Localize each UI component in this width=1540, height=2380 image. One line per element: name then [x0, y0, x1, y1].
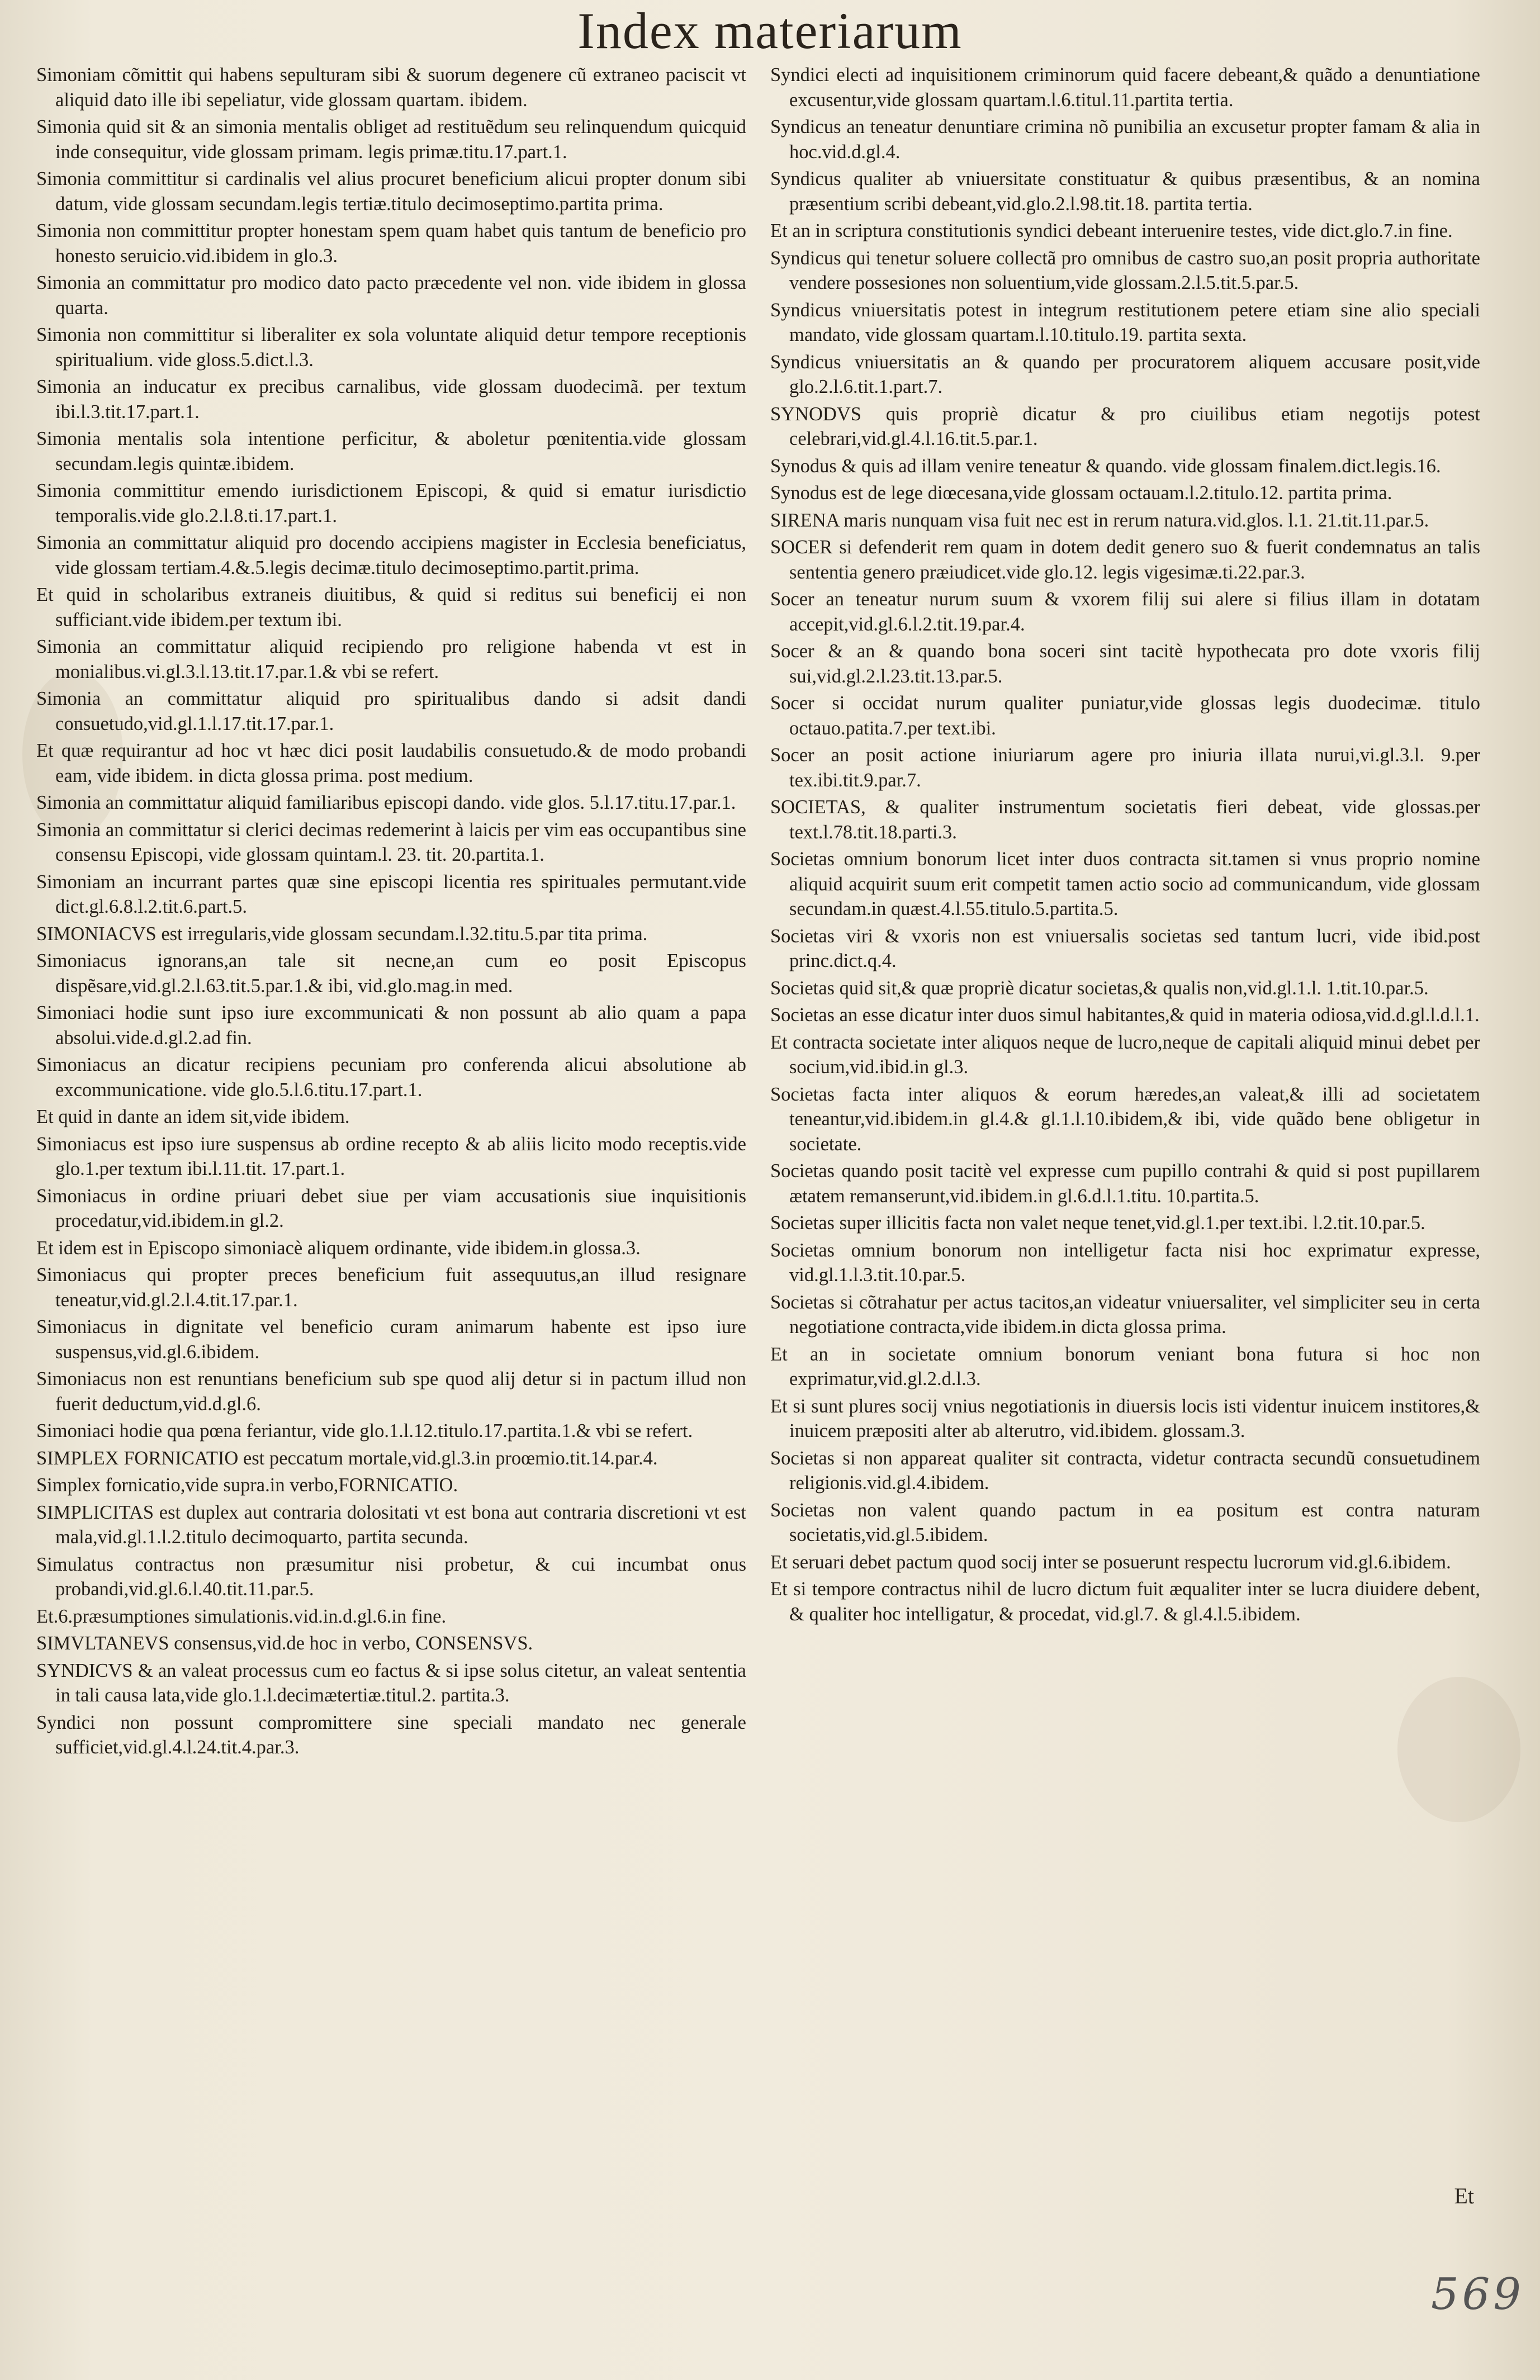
index-entry: Et contracta societate inter aliquos neque de lucro,neque de capitali aliquid minui debet per socium,vid.ibid.in gl.3. [770, 1031, 1480, 1078]
index-entry: Syndicus vniuersitatis potest in integrum restitutionem petere etiam sine alio speciali mandato, vide glossam quartam.l.10.titulo.19. partita sexta. [770, 299, 1480, 345]
index-entry: Simonia quid sit & an simonia mentalis obliget ad restituẽdum seu relinquendum quicquid inde consequitur, vide glossam primam. legis primæ.titu.17.part.1. [36, 116, 746, 163]
index-entry: Simonia committitur si cardinalis vel alius procuret beneficium alicui propter donum sibi datum, vide glossam secundam.legis tertiæ.titulo decimoseptimo.partita prima. [36, 168, 746, 215]
index-entry: Et seruari debet pactum quod socij inter se posuerunt respectu lucrorum vid.gl.6.ibidem. [770, 1551, 1451, 1573]
index-entry: Societas non valent quando pactum in ea positum est contra naturam societatis,vid.gl.5.ibidem. [770, 1499, 1480, 1545]
index-entry: Societas viri & vxoris non est vniuersalis societas sed tantum lucri, vide ibid.post princ.dict.q.4. [770, 925, 1480, 971]
index-entry: Simoniaci hodie qua pœna feriantur, vide glo.1.l.12.titulo.17.partita.1.& vbi se refert. [36, 1420, 693, 1442]
index-entry: Societas facta inter aliquos & eorum hæredes,an valeat,& illi ad societatem teneantur,vid.ibidem.in gl.4.& gl.1.l.10.ibidem,& ibi, vide quãdo bene obligetur in societate. [770, 1083, 1480, 1155]
index-entry: Simonia an committatur pro modico dato pacto præcedente vel non. vide ibidem in glossa quarta. [36, 272, 746, 319]
index-entry: SYNODVS quis propriè dicatur & pro ciuilibus etiam negotijs potest celebrari,vid.gl.4.l.16.tit.5.par.1. [770, 403, 1480, 449]
index-entry: Simoniacus non est renuntians beneficium sub spe quod alij detur si in pactum illud non fuerit deductum,vid.d.gl.6. [36, 1368, 746, 1415]
index-entry: Simonia an committatur si clerici decimas redemerint à laicis per vim eas occupantibus sine consensu Episcopi, vide glossam quintam.l. 23. tit. 20.partita.1. [36, 819, 746, 865]
index-entry: Et quid in dante an idem sit,vide ibidem. [36, 1106, 350, 1127]
index-entry: Syndici electi ad inquisitionem criminorum quid facere debeant,& quãdo a denuntiatione excusentur,vide glossam quartam.l.6.titul.11.partita tertia. [770, 64, 1480, 111]
index-entry: Simoniacus in dignitate vel beneficio curam animarum habente est ipso iure suspensus,vid.gl.6.ibidem. [36, 1316, 746, 1363]
index-entry: Socer si occidat nurum qualiter puniatur,vide glossas legis duodecimæ. titulo octauo.patita.7.per text.ibi. [770, 693, 1480, 739]
index-entry: Societas si cõtrahatur per actus tacitos,an videatur vniuersaliter, vel simpliciter seu in certa negotiatione contracta,vide ibidem.in dicta glossa prima. [770, 1291, 1480, 1338]
index-entry: Societas quando posit tacitè vel expresse cum pupillo contrahi & quid si post pupillarem ætatem remanserunt,vid.ibidem.in gl.6.d.l.1.titu. 10.partita.5. [770, 1160, 1480, 1207]
index-entry: Simonia non committitur propter honestam spem quam habet quis tantum de beneficio pro honesto seruicio.vid.ibidem in glo.3. [36, 220, 746, 267]
index-entry: SIMPLICITAS est duplex aut contraria dolositati vt est bona aut contraria discretioni vt est mala,vid.gl.1.l.2.titulo decimoquarto, partita secunda. [36, 1501, 746, 1548]
index-entry: Et quæ requirantur ad hoc vt hæc dici posit laudabilis consuetudo.& de modo probandi eam, vide ibidem. in dicta glossa prima. post medium. [36, 740, 746, 786]
index-entry: Et idem est in Episcopo simoniacè aliquem ordinante, vide ibidem.in glossa.3. [36, 1237, 641, 1259]
index-entry: Socer & an & quando bona soceri sint tacitè hypothecata pro dote vxoris filij sui,vid.gl.2.l.23.tit.13.par.5. [770, 641, 1480, 687]
index-entry: Societas omnium bonorum licet inter duos contracta sit.tamen si vnus proprio nomine aliquid acquirit suum erit competit tamen actio socio ad communicandum, vide glossam secundam.in quæst.4.l.55.titulo.5.partita.5. [770, 848, 1480, 919]
index-entry: Et si tempore contractus nihil de lucro dictum fuit æqualiter inter se lucra diuidere debent, & qualiter hoc intelligatur, & procedat, vid.gl.7. & gl.4.l.5.ibidem. [770, 1578, 1480, 1625]
folio-number: 569 [1431, 2269, 1524, 2320]
index-entry: Simoniacus in ordine priuari debet siue per viam accusationis siue inquisitionis procedatur,vid.ibidem.in gl.2. [36, 1185, 746, 1231]
index-column-left [36, 63, 746, 1762]
index-entry: Societas omnium bonorum non intelligetur facta nisi hoc exprimatur expresse, vid.gl.1.l.3.tit.10.par.5. [770, 1239, 1480, 1286]
index-entry: Synodus & quis ad illam venire teneatur & quando. vide glossam finalem.dict.legis.16. [770, 455, 1441, 477]
index-entry: SIRENA maris nunquam visa fuit nec est in rerum natura.vid.glos. l.1. 21.tit.11.par.5. [770, 509, 1429, 531]
index-entry: Et an in scriptura constitutionis syndici debeant interuenire testes, vide dict.glo.7.in fine. [770, 220, 1453, 241]
index-entry: Societas quid sit,& quæ propriè dicatur societas,& qualis non,vid.gl.1.l. 1.tit.10.par.5. [770, 977, 1429, 999]
index-entry: Simplex fornicatio,vide supra.in verbo,FORNICATIO. [36, 1475, 458, 1496]
index-column-right [770, 63, 1480, 1629]
index-entry: Simonia an committatur aliquid recipiendo pro religione habenda vt est in monialibus.vi.gl.3.l.13.tit.17.par.1.& vbi se refert. [36, 636, 746, 682]
index-entry: Simoniacus ignorans,an tale sit necne,an cum eo posit Episcopus dispẽsare,vid.gl.2.l.63.tit.5.par.1.& ibi, vid.glo.mag.in med. [36, 950, 746, 997]
index-entry: Simonia committitur emendo iurisdictionem Episcopi, & quid si ematur iurisdictio temporalis.vide glo.2.l.8.ti.17.part.1. [36, 480, 746, 527]
paper-stain [1397, 1677, 1520, 1822]
index-entry: Et quid in scholaribus extraneis diuitibus, & quid si reditus sui beneficij ei non sufficiant.vide ibidem.per textum ibi. [36, 584, 746, 630]
index-entry: Simonia an committatur aliquid pro docendo accipiens magister in Ecclesia beneficiatus, vide glossam tertiam.4.&.5.legis decimæ.titulo decimoseptimo.partit.prima. [36, 532, 746, 579]
index-entry: Simoniacus an dicatur recipiens pecuniam pro conferenda alicui absolutione ab excommunicatione. vide glo.5.l.6.titu.17.part.1. [36, 1054, 746, 1101]
index-entry: SYNDICVS & an valeat processus cum eo factus & si ipse solus citetur, an valeat sententia in tali causa lata,vide glo.1.l.decimætertiæ.titul.2. partita.3. [36, 1660, 746, 1706]
index-entry: Syndicus qui tenetur soluere collectã pro omnibus de castro suo,an posit propria authoritate vendere possesiones non soluentium,vide glossam.2.l.5.tit.5.par.5. [770, 247, 1480, 293]
index-entry: Societas super illicitis facta non valet neque tenet,vid.gl.1.per text.ibi. l.2.tit.10.par.5. [770, 1212, 1425, 1234]
index-entry: Synodus est de lege diœcesana,vide glossam octauam.l.2.titulo.12. partita prima. [770, 482, 1392, 504]
index-entry: SIMPLEX FORNICATIO est peccatum mortale,vid.gl.3.in proœmio.tit.14.par.4. [36, 1447, 658, 1469]
index-entry: Societas an esse dicatur inter duos simul habitantes,& quid in materia odiosa,vid.d.gl.l.d.l.1. [770, 1004, 1480, 1026]
index-entry: Simulatus contractus non præsumitur nisi probetur, & cui incumbat onus probandi,vid.gl.6.l.40.tit.11.par.5. [36, 1553, 746, 1600]
index-entry: Simoniaci hodie sunt ipso iure excommunicati & non possunt ab alio quam a papa absolui.vide.d.gl.2.ad fin. [36, 1002, 746, 1049]
index-entry: Socer an posit actione iniuriarum agere pro iniuria illata nurui,vi.gl.3.l. 9.per tex.ibi.tit.9.par.7. [770, 745, 1480, 791]
index-entry: SOCER si defenderit rem quam in dotem dedit genero suo & fuerit condemnatus an talis sententia genero præiudicet.vide glo.12. legis vigesimæ.ti.22.par.3. [770, 537, 1480, 583]
index-entry: Simonia mentalis sola intentione perficitur, & aboletur pœnitentia.vide glossam secundam.legis quintæ.ibidem. [36, 428, 746, 475]
index-entry: Simoniacus est ipso iure suspensus ab ordine recepto & ab aliis licito modo receptis.vide glo.1.per textum ibi.l.11.tit. 17.part.1. [36, 1133, 746, 1179]
index-entry: Syndicus qualiter ab vniuersitate constituatur & quibus præsentibus, & an nomina præsentium scribi debeant,vid.glo.2.l.98.tit.18. partita tertia. [770, 168, 1480, 215]
index-entry: Societas si non appareat qualiter sit contracta, videtur contracta secundũ consuetudinem religionis.vid.gl.4.ibidem. [770, 1447, 1480, 1494]
index-entry: Syndicus an teneatur denuntiare crimina nõ punibilia an excusetur propter famam & alia in hoc.vid.d.gl.4. [770, 116, 1480, 163]
page-title: Index materiarum [577, 2, 963, 59]
index-entry: SOCIETAS, & qualiter instrumentum societatis fieri debeat, vide glossas.per text.l.78.tit.18.parti.3. [770, 797, 1480, 843]
catchword: Et [1454, 2183, 1474, 2208]
index-entry: SIMVLTANEVS consensus,vid.de hoc in verbo, CONSENSVS. [36, 1633, 533, 1654]
index-entry: Simoniacus qui propter preces beneficium fuit assequutus,an illud resignare teneatur,vid.gl.2.l.4.tit.17.par.1. [36, 1264, 746, 1311]
index-entry: Syndici non possunt compromittere sine speciali mandato nec generale sufficiet,vid.gl.4.l.24.tit.4.par.3. [36, 1711, 746, 1758]
index-entry: Socer an teneatur nurum suum & vxorem filij sui alere si filius illam in dotatam accepit,vid.gl.6.l.2.tit.19.par.4. [770, 589, 1480, 635]
index-entry: Et si sunt plures socij vnius negotiationis in diuersis locis isti videntur inuicem institores,& inuicem præpositi alter ab alterutro, vid.ibidem. glossam.3. [770, 1395, 1480, 1442]
index-entry: Et.6.præsumptiones simulationis.vid.in.d.gl.6.in fine. [36, 1605, 447, 1627]
index-entry: Simoniam an incurrant partes quæ sine episcopi licentia res spirituales permutant.vide dict.gl.6.8.l.2.tit.6.part.5. [36, 871, 746, 917]
index-entry: Syndicus vniuersitatis an & quando per procuratorem aliquem accusare posit,vide glo.2.l.6.tit.1.part.7. [770, 351, 1480, 397]
index-entry: Simonia non committitur si liberaliter ex sola voluntate aliquid detur tempore receptionis spiritualium. vide gloss.5.dict.l.3. [36, 324, 746, 371]
index-entry: SIMONIACVS est irregularis,vide glossam secundam.l.32.titu.5.par tita prima. [36, 923, 648, 945]
index-entry: Simonia an committatur aliquid familiaribus episcopi dando. vide glos. 5.l.17.titu.17.par.1. [36, 792, 736, 813]
index-entry: Simonia an inducatur ex precibus carnalibus, vide glossam duodecimã. per textum ibi.l.3.tit.17.part.1. [36, 376, 746, 423]
index-entry: Et an in societate omnium bonorum veniant bona futura si hoc non exprimatur,vid.gl.2.d.l.3. [770, 1343, 1480, 1390]
index-entry: Simoniam cõmittit qui habens sepulturam sibi & suorum degenere cũ extraneo paciscit vt aliquid dato ille ibi sepeliatur, vide glossam quartam. ibidem. [36, 64, 746, 111]
index-entry: Simonia an committatur aliquid pro spiritualibus dando si adsit dandi consuetudo,vid.gl.1.l.17.tit.17.par.1. [36, 688, 746, 734]
